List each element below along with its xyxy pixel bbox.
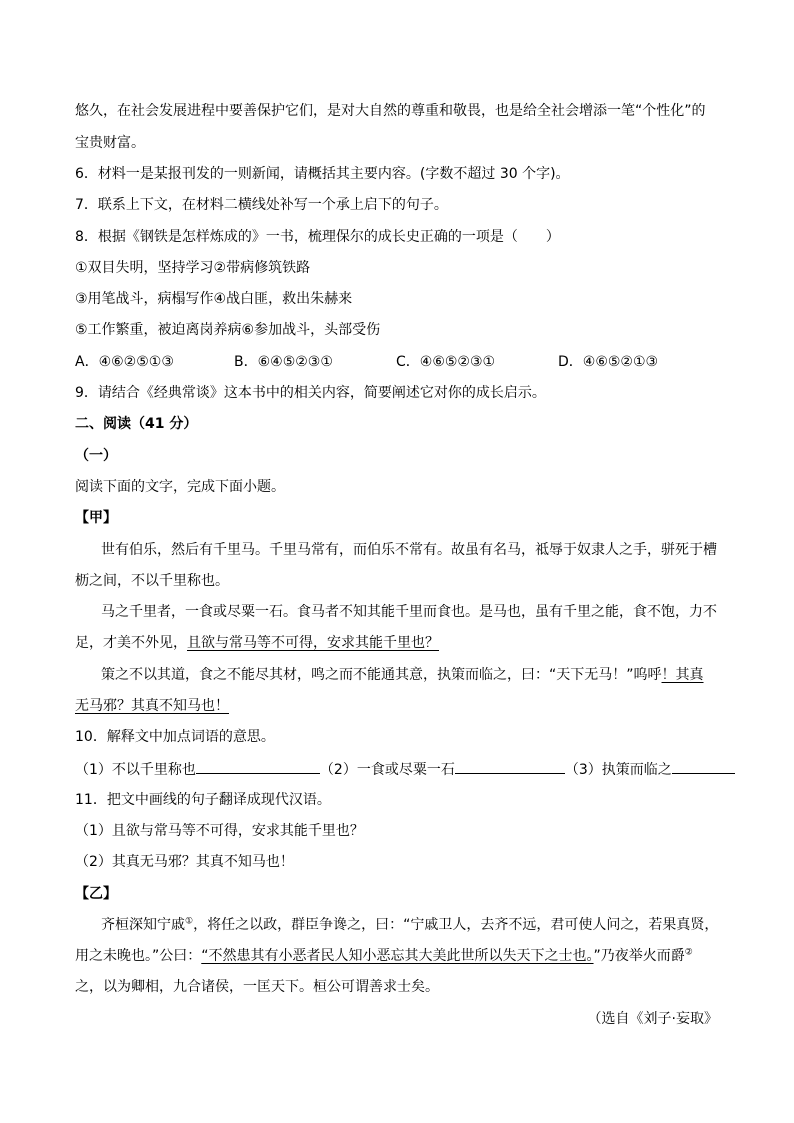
yi-text-4: ”乃夜举火而爵 <box>593 948 685 964</box>
jia-p1-line-2: 枥之间，不以千里称也。 <box>75 573 229 589</box>
footnote-1-marker: ① <box>185 916 194 927</box>
jia-p3-line-2 <box>75 696 229 716</box>
q10-part-1: （1）不以千里称也 <box>75 762 196 778</box>
question-8-item-1: ①双目失明，坚持学习②带病修筑铁路 <box>75 260 311 276</box>
jia-p2-text: 足，才美不外见， <box>75 635 187 651</box>
question-8-stem: 8．根据《钢铁是怎样炼成的》一书，梳理保尔的成长史正确的一项是（ ） <box>75 229 560 245</box>
answer-blank-2[interactable] <box>455 759 565 774</box>
intro-line-2: 宝贵财富。 <box>75 135 145 151</box>
yi-p1-line-2 <box>75 946 693 966</box>
question-8-item-3: ⑤工作繁重，被迫离岗养病⑥参加战斗，头部受伤 <box>75 322 381 338</box>
intro-line-1: 悠久，在社会发展进程中要善保护它们，是对大自然的尊重和敬畏，也是给全社会增添一笔“个性化”的 <box>75 103 706 119</box>
jia-p1-line-1: 世有伯乐，然后有千里马。千里马常有，而伯乐不常有。故虽有名马，祗辱于奴隶人之手，骈死于槽 <box>101 542 717 558</box>
underlined-sentence-1: 且欲与常马等不可得，安求其能千里也？ <box>187 635 439 651</box>
passage-source: （选自《刘子·妄取》 <box>587 1011 718 1027</box>
underlined-sentence-yi: “不然患其有小恶者民人知小恶忘其大美此世所以失天下之士也。 <box>201 948 594 964</box>
answer-blank-1[interactable] <box>196 759 320 774</box>
yi-p1-line-3: 之，以为卿相，九合诸侯，一匡天下。桓公可谓善求士矣。 <box>75 979 439 995</box>
question-11-sentence-1: （1）且欲与常马等不可得，安求其能千里也？ <box>75 823 364 839</box>
question-10-stem: 10．解释文中加点词语的意思。 <box>75 729 275 745</box>
underlined-sentence-2-start: ！其真 <box>661 667 704 683</box>
option-a: A．④⑥②⑤①③ <box>75 354 174 370</box>
passage-jia-label: 【甲】 <box>75 510 117 526</box>
option-b: B．⑥④⑤②③① <box>234 354 333 370</box>
passage-yi-label: 【乙】 <box>75 886 117 902</box>
option-c: C．④⑥⑤②③① <box>396 354 496 370</box>
jia-p3-text: 策之不以其道，食之不能尽其材，鸣之而不能通其意，执策而临之，曰：“天下无马！”呜呼 <box>101 667 662 683</box>
underlined-sentence-2-end: 无马邪？其真不知马也！ <box>75 698 229 714</box>
jia-p2-line-2 <box>75 633 439 653</box>
question-11-stem: 11．把文中画线的句子翻译成现代汉语。 <box>75 792 331 808</box>
question-6: 6．材料一是某报刊发的一则新闻，请概括其主要内容。(字数不超过 30 个字)。 <box>75 166 570 182</box>
answer-blank-3[interactable] <box>672 759 735 774</box>
question-7: 7．联系上下文，在材料二横线处补写一个承上启下的句子。 <box>75 197 448 213</box>
q10-part-2: （2）一食或尽粟一石 <box>319 762 455 778</box>
yi-p1-line-1 <box>101 915 718 935</box>
question-9: 9．请结合《经典常谈》这本书中的相关内容，简要阐述它对你的成长启示。 <box>75 385 546 401</box>
question-8-item-2: ③用笔战斗，病榻写作④战白匪，救出朱赫来 <box>75 291 353 307</box>
yi-text-2: ，将任之以政，群臣争谗之，曰：“宁戚卫人，去齐不远，君可使人问之，若果真贤， <box>193 917 719 933</box>
question-10-parts <box>75 759 735 780</box>
q10-part-3: （3）执策而临之 <box>564 762 672 778</box>
yi-text-1: 齐桓深知宁戚 <box>101 917 185 933</box>
reading-instruction: 阅读下面的文字，完成下面小题。 <box>75 479 285 495</box>
question-11-sentence-2: （2）其真无马邪？其真不知马也！ <box>75 854 294 870</box>
subsection-1: （一） <box>75 448 117 464</box>
footnote-2-marker: ② <box>684 947 693 958</box>
section-2-title: 二、阅读（41 分） <box>75 416 198 432</box>
jia-p2-line-1: 马之千里者，一食或尽粟一石。食马者不知其能千里而食也。是马也，虽有千里之能，食不饱，力不 <box>101 604 717 620</box>
yi-text-3: 用之未晚也。”公曰： <box>75 948 202 964</box>
jia-p3-line-1 <box>101 665 704 685</box>
option-d: D．④⑥⑤②①③ <box>558 354 659 370</box>
